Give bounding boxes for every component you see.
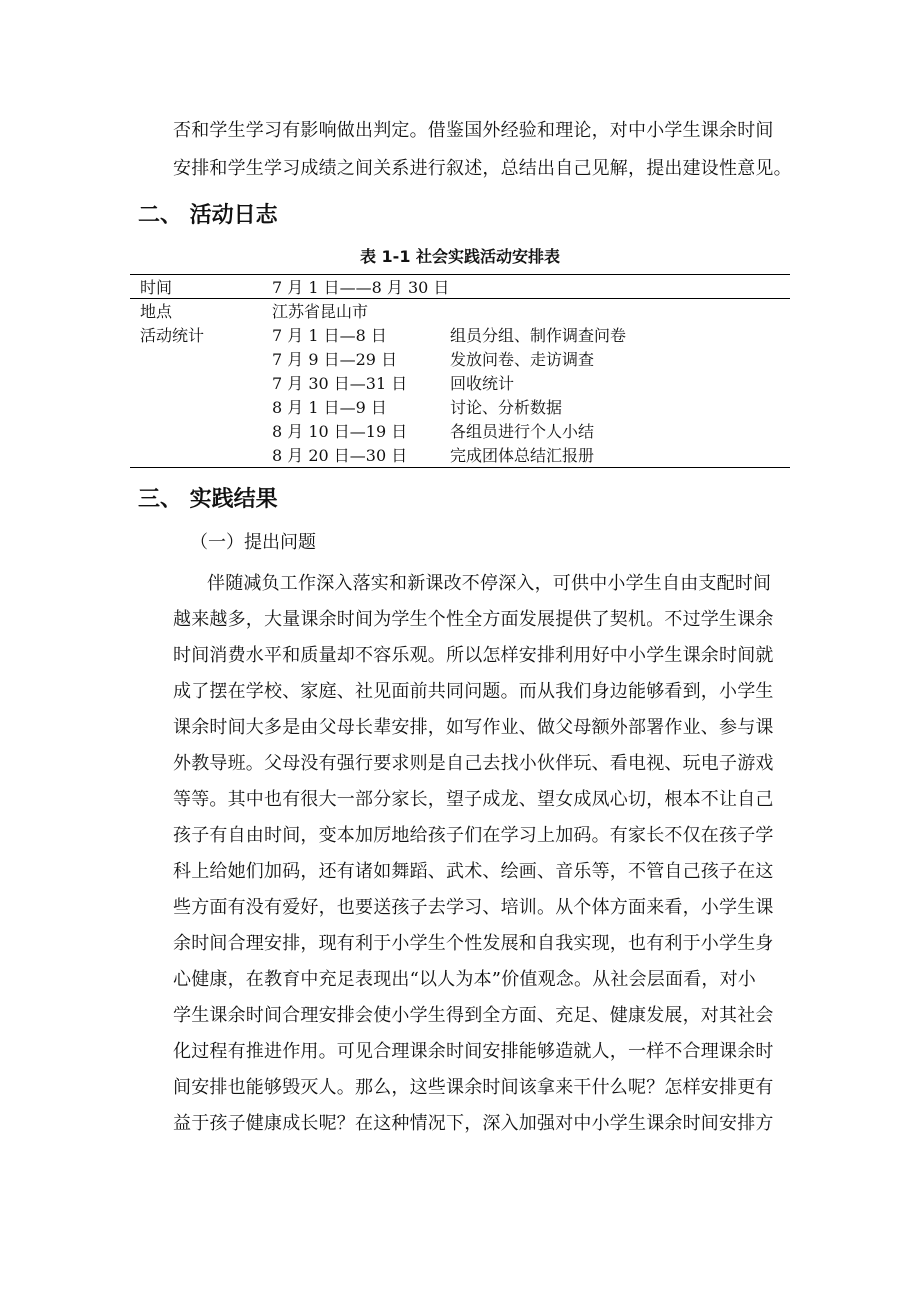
paragraph-line: 课余时间大多是由父母长辈安排，如写作业、做父母额外部署作业、参与课 — [173, 717, 774, 738]
subsection-heading: （一）提出问题 — [190, 532, 316, 553]
table-top-rule — [130, 274, 790, 275]
table-label-time: 时间 — [140, 278, 173, 297]
paragraph-line: 余时间合理安排，现有利于小学生个性发展和自我实现，也有利于小学生身 — [173, 933, 774, 954]
paragraph-line: 外教导班。父母没有强行要求则是自己去找小伙伴玩、看电视、玩电子游戏 — [173, 753, 774, 774]
section-heading-results: 三、 实践结果 — [138, 487, 278, 512]
table-bottom-rule — [130, 467, 790, 468]
paragraph-line: 越来越多，大量课余时间为学生个性全方面发展提供了契机。不过学生课余 — [173, 609, 774, 630]
section-heading-activity-log: 二、 活动日志 — [138, 203, 278, 228]
paragraph-line: 心健康，在教育中充足表现出“以人为本”价值观念。从社会层面看，对小 — [173, 969, 757, 990]
paragraph-line: 化过程有推进作用。可见合理课余时间安排能够造就人，一样不合理课余时 — [173, 1041, 774, 1062]
paragraph-line: 时间消费水平和质量却不容乐观。所以怎样安排利用好中小学生课余时间就 — [173, 645, 774, 666]
paragraph-line: 些方面有没有爱好，也要送孩子去学习、培训。从个体方面来看，小学生课 — [173, 897, 774, 918]
schedule-activity: 各组员进行个人小结 — [450, 422, 595, 441]
schedule-activity: 组员分组、制作调查问卷 — [450, 326, 627, 345]
paragraph-line: 科上给她们加码，还有诸如舞蹈、武术、绘画、音乐等，不管自己孩子在这 — [173, 861, 774, 882]
paragraph-line: 等等。其中也有很大一部分家长，望子成龙、望女成凤心切，根本不让自己 — [173, 789, 774, 810]
paragraph-line: 学生课余时间合理安排会使小学生得到全方面、充足、健康发展，对其社会 — [173, 1005, 774, 1026]
schedule-activity: 回收统计 — [450, 374, 515, 393]
paragraph-line: 成了摆在学校、家庭、社见面前共同问题。而从我们身边能够看到，小学生 — [173, 681, 774, 702]
schedule-activity: 完成团体总结汇报册 — [450, 446, 595, 465]
schedule-activity: 讨论、分析数据 — [450, 398, 563, 417]
table-header-rule — [130, 298, 790, 299]
schedule-date: 8 月 20 日—30 日 — [272, 446, 408, 465]
schedule-date: 8 月 10 日—19 日 — [272, 422, 408, 441]
paragraph-line: 伴随减负工作深入落实和新课改不停深入，可供中小学生自由支配时间 — [207, 573, 772, 594]
schedule-date: 8 月 1 日—9 日 — [272, 398, 387, 417]
table-label-place: 地点 — [140, 302, 173, 321]
table-label-stats: 活动统计 — [140, 326, 205, 345]
table-value-time: 7 月 1 日——8 月 30 日 — [272, 278, 450, 297]
table-value-place: 江苏省昆山市 — [272, 302, 369, 321]
paragraph-line: 间安排也能够毁灭人。那么，这些课余时间该拿来干什么呢？怎样安排更有 — [173, 1077, 774, 1098]
schedule-activity: 发放问卷、走访调查 — [450, 350, 595, 369]
paragraph-line: 益于孩子健康成长呢？在这种情况下，深入加强对中小学生课余时间安排方 — [173, 1113, 774, 1134]
paragraph-line: 孩子有自由时间，变本加厉地给孩子们在学习上加码。有家长不仅在孩子学 — [173, 825, 774, 846]
intro-paragraph-line: 否和学生学习有影响做出判定。借鉴国外经验和理论，对中小学生课余时间 — [173, 120, 774, 141]
schedule-date: 7 月 30 日—31 日 — [272, 374, 408, 393]
table-caption: 表 1-1 社会实践活动安排表 — [359, 247, 561, 266]
intro-paragraph-line: 安排和学生学习成绩之间关系进行叙述，总结出自己见解，提出建设性意见。 — [173, 158, 792, 179]
schedule-date: 7 月 9 日—29 日 — [272, 350, 398, 369]
schedule-date: 7 月 1 日—8 日 — [272, 326, 387, 345]
